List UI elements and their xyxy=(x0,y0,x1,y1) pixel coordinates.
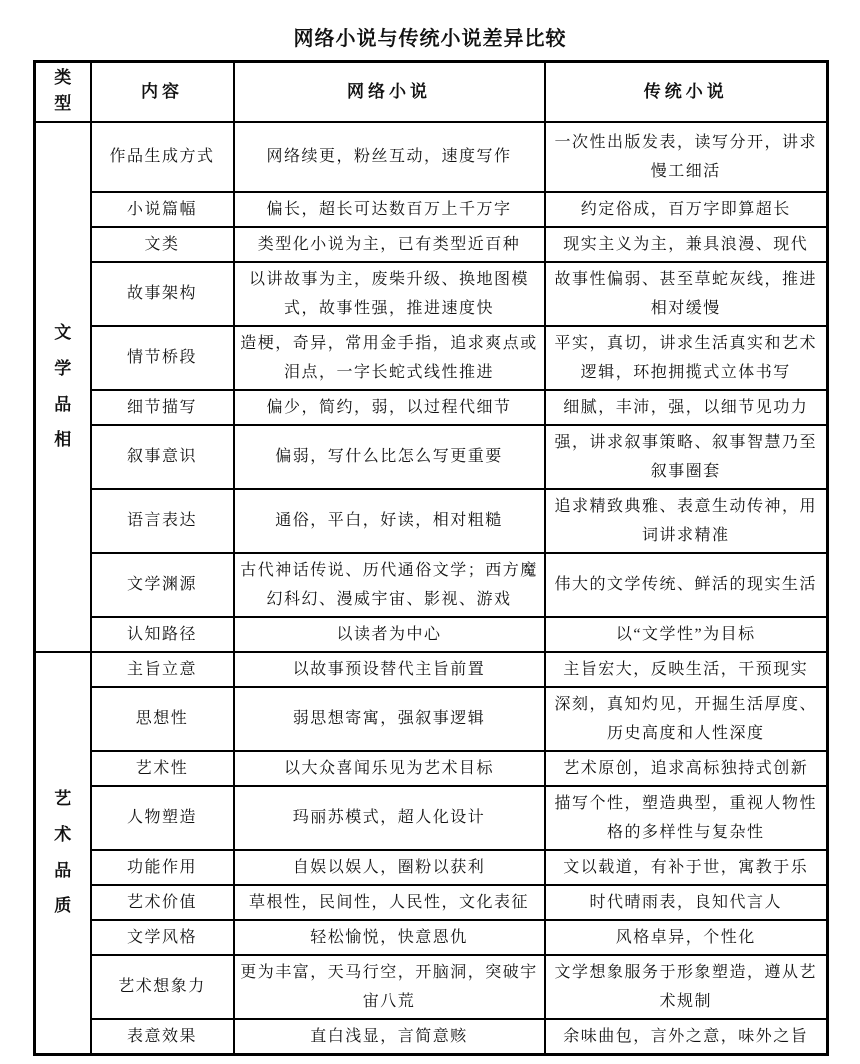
trad-cell: 主旨宏大，反映生活，干预现实 xyxy=(545,652,828,687)
trad-cell: 追求精致典雅、表意生动传神，用词讲求精准 xyxy=(545,489,828,553)
header-type-label: 类型 xyxy=(54,68,72,114)
web-cell: 轻松愉悦，快意恩仇 xyxy=(234,920,545,955)
trad-cell: 文以载道，有补于世，寓教于乐 xyxy=(545,850,828,885)
table-row xyxy=(35,227,828,262)
table-row xyxy=(35,751,828,786)
category-cell-literary xyxy=(35,122,91,652)
row-label: 思想性 xyxy=(91,687,234,751)
table-row xyxy=(35,390,828,425)
web-cell: 偏长，超长可达数百万上千万字 xyxy=(234,192,545,227)
table-row xyxy=(35,955,828,1019)
web-cell: 造梗，奇异，常用金手指，追求爽点或泪点，一字长蛇式线性推进 xyxy=(234,326,545,390)
table-row xyxy=(35,1019,828,1055)
table-row xyxy=(35,122,828,192)
table-row xyxy=(35,617,828,652)
header-type-cell xyxy=(35,62,91,122)
row-label: 叙事意识 xyxy=(91,425,234,489)
table-row xyxy=(35,786,828,850)
category-label: 文学品相 xyxy=(54,323,72,450)
table-row xyxy=(35,192,828,227)
row-label: 作品生成方式 xyxy=(91,122,234,192)
row-label: 人物塑造 xyxy=(91,786,234,850)
web-cell: 以讲故事为主，废柴升级、换地图模式，故事性强，推进速度快 xyxy=(234,262,545,326)
row-label: 文学渊源 xyxy=(91,553,234,617)
web-cell: 以读者为中心 xyxy=(234,617,545,652)
table-row xyxy=(35,326,828,390)
row-label: 功能作用 xyxy=(91,850,234,885)
web-cell: 更为丰富，天马行空，开脑洞，突破宇宙八荒 xyxy=(234,955,545,1019)
trad-cell: 余味曲包，言外之意，味外之旨 xyxy=(545,1019,828,1055)
row-label: 认知路径 xyxy=(91,617,234,652)
trad-cell: 艺术原创，追求高标独持式创新 xyxy=(545,751,828,786)
trad-cell: 风格卓异，个性化 xyxy=(545,920,828,955)
trad-cell: 平实，真切，讲求生活真实和艺术逻辑，环抱拥揽式立体书写 xyxy=(545,326,828,390)
table-row xyxy=(35,850,828,885)
web-cell: 偏弱，写什么比怎么写更重要 xyxy=(234,425,545,489)
web-cell: 古代神话传说、历代通俗文学；西方魔幻科幻、漫威宇宙、影视、游戏 xyxy=(234,553,545,617)
row-label: 情节桥段 xyxy=(91,326,234,390)
row-label: 表意效果 xyxy=(91,1019,234,1055)
row-label: 语言表达 xyxy=(91,489,234,553)
trad-cell: 文学想象服务于形象塑造，遵从艺术规制 xyxy=(545,955,828,1019)
row-label: 艺术想象力 xyxy=(91,955,234,1019)
table-row xyxy=(35,262,828,326)
web-cell: 偏少，简约，弱，以过程代细节 xyxy=(234,390,545,425)
header-web-cell: 网络小说 xyxy=(234,62,545,122)
trad-cell: 描写个性，塑造典型，重视人物性格的多样性与复杂性 xyxy=(545,786,828,850)
web-cell: 以故事预设替代主旨前置 xyxy=(234,652,545,687)
table-row xyxy=(35,425,828,489)
row-label: 艺术性 xyxy=(91,751,234,786)
web-cell: 通俗，平白，好读，相对粗糙 xyxy=(234,489,545,553)
category-label: 艺术品质 xyxy=(54,789,72,916)
trad-cell: 约定俗成，百万字即算超长 xyxy=(545,192,828,227)
table-row xyxy=(35,885,828,920)
category-cell-artistic xyxy=(35,652,91,1055)
table-row xyxy=(35,920,828,955)
web-cell: 玛丽苏模式，超人化设计 xyxy=(234,786,545,850)
web-cell: 类型化小说为主，已有类型近百种 xyxy=(234,227,545,262)
row-label: 细节描写 xyxy=(91,390,234,425)
comparison-table xyxy=(33,60,829,1056)
trad-cell: 时代晴雨表，良知代言人 xyxy=(545,885,828,920)
header-content-cell: 内容 xyxy=(91,62,234,122)
web-cell: 网络续更，粉丝互动，速度写作 xyxy=(234,122,545,192)
table-row xyxy=(35,687,828,751)
table-row xyxy=(35,553,828,617)
row-label: 文学风格 xyxy=(91,920,234,955)
trad-cell: 细腻，丰沛，强，以细节见功力 xyxy=(545,390,828,425)
web-cell: 直白浅显，言简意赅 xyxy=(234,1019,545,1055)
trad-cell: 伟大的文学传统、鲜活的现实生活 xyxy=(545,553,828,617)
row-label: 小说篇幅 xyxy=(91,192,234,227)
trad-cell: 以“文学性”为目标 xyxy=(545,617,828,652)
trad-cell: 一次性出版发表，读写分开，讲求慢工细活 xyxy=(545,122,828,192)
table-row xyxy=(35,489,828,553)
page-title: 网络小说与传统小说差异比较 xyxy=(293,28,567,50)
row-label: 主旨立意 xyxy=(91,652,234,687)
table-row xyxy=(35,652,828,687)
web-cell: 自娱以娱人，圈粉以获利 xyxy=(234,850,545,885)
web-cell: 以大众喜闻乐见为艺术目标 xyxy=(234,751,545,786)
row-label: 故事架构 xyxy=(91,262,234,326)
trad-cell: 现实主义为主，兼具浪漫、现代 xyxy=(545,227,828,262)
trad-cell: 强，讲求叙事策略、叙事智慧乃至叙事圈套 xyxy=(545,425,828,489)
trad-cell: 深刻，真知灼见，开掘生活厚度、历史高度和人性深度 xyxy=(545,687,828,751)
row-label: 艺术价值 xyxy=(91,885,234,920)
web-cell: 草根性，民间性，人民性，文化表征 xyxy=(234,885,545,920)
row-label: 文类 xyxy=(91,227,234,262)
header-trad-cell: 传统小说 xyxy=(545,62,828,122)
trad-cell: 故事性偏弱、甚至草蛇灰线，推进相对缓慢 xyxy=(545,262,828,326)
web-cell: 弱思想寄寓，强叙事逻辑 xyxy=(234,687,545,751)
header-row xyxy=(35,62,828,122)
